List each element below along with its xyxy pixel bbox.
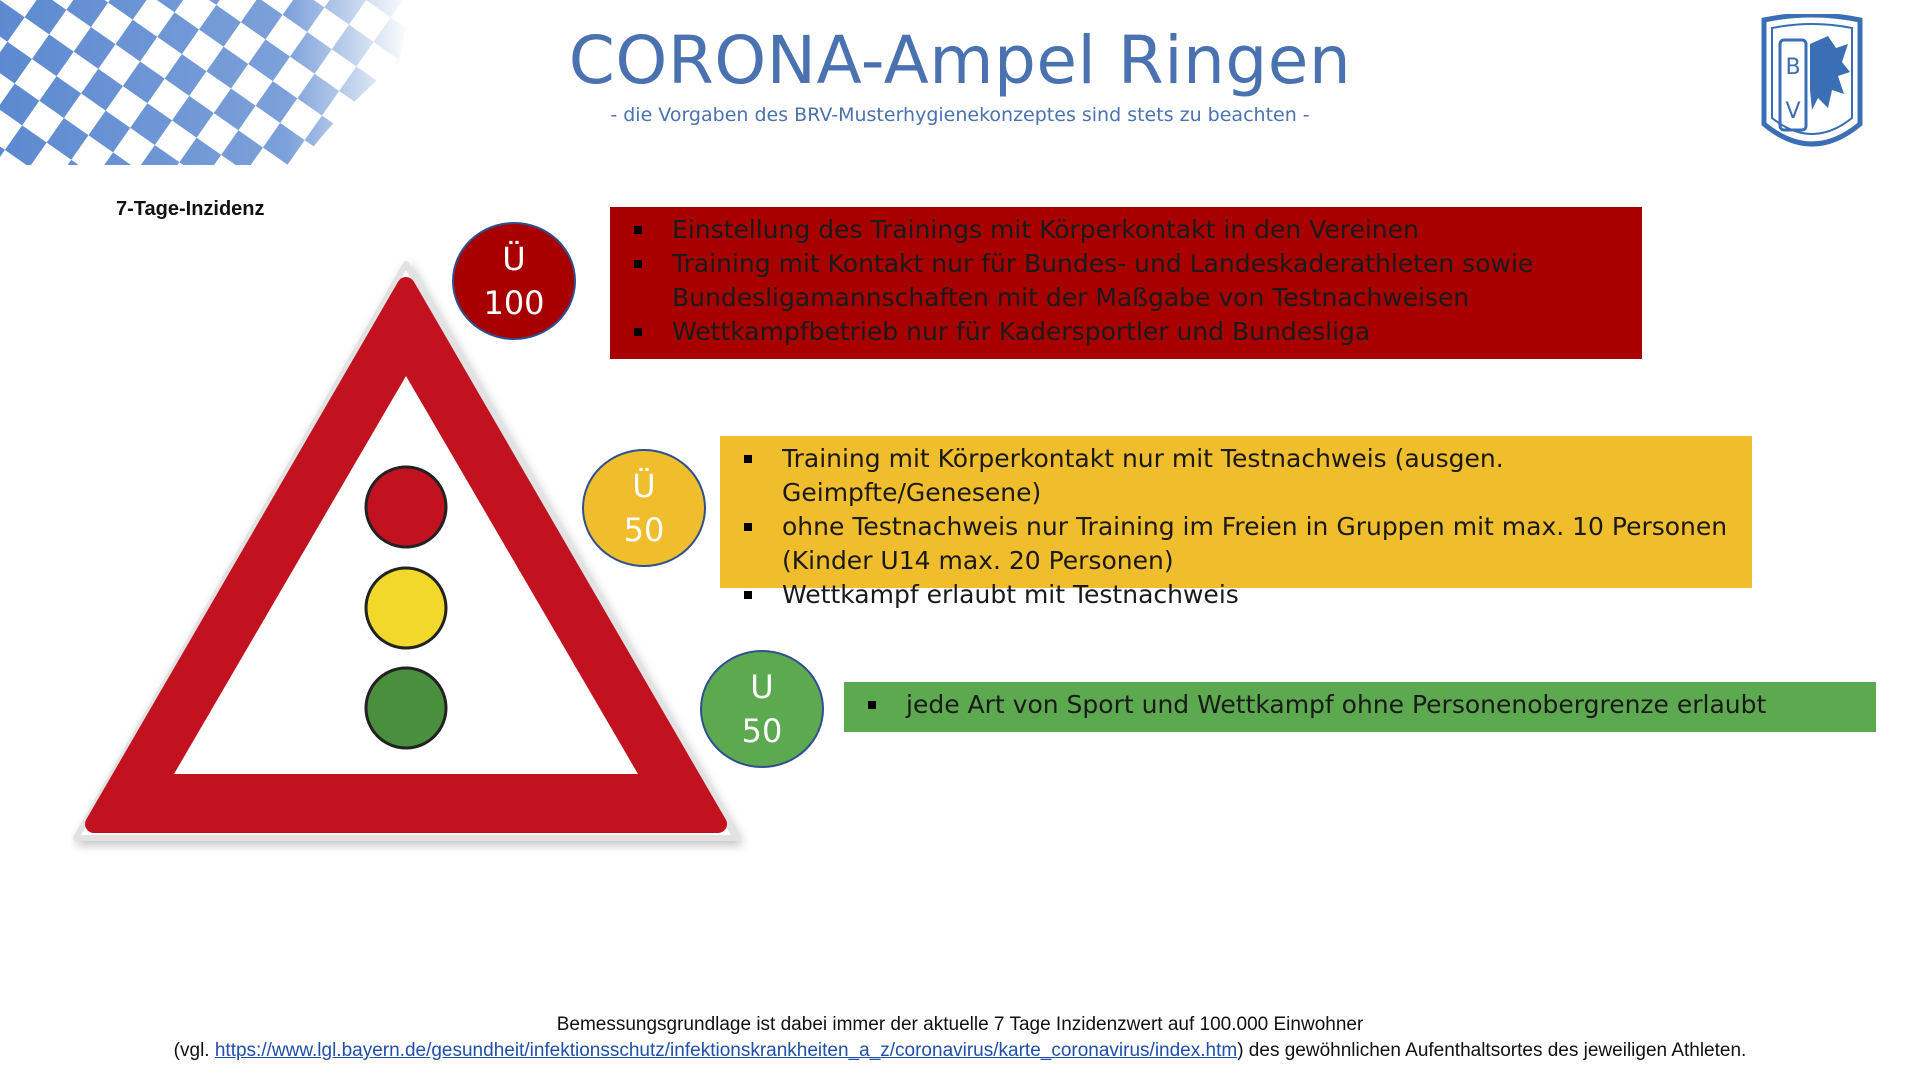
lgl-link[interactable]: https://www.lgl.bayern.de/gesundheit/infektionsschutz/infektionskrankheiten_a_z/coronavirus/karte_coronavirus/index.htm xyxy=(214,1040,1238,1061)
incidence-label: 7-Tage-Inzidenz xyxy=(116,198,265,220)
badge-prefix: U xyxy=(750,668,774,706)
list-item: Einstellung des Trainings mit Körperkontakt in den Vereinen xyxy=(626,213,1642,247)
badge-value: 50 xyxy=(623,511,665,549)
svg-text:V: V xyxy=(1785,99,1801,124)
rules-box-under-50 xyxy=(844,682,1876,732)
svg-text:B: B xyxy=(1785,55,1801,80)
list-item: Wettkampfbetrieb nur für Kadersportler und Bundesliga xyxy=(626,315,1642,349)
list-item: Training mit Kontakt nur für Bundes- und Landeskaderathleten sowie Bundesligamannschaften mit der Maßgabe von Testnachweisen xyxy=(626,247,1642,315)
badge-value: 100 xyxy=(483,284,545,322)
green-light xyxy=(366,668,446,748)
footer-suffix: ) des gewöhnlichen Aufenthaltsortes des jeweiligen Athleten. xyxy=(1237,1040,1747,1061)
footer-line-2 xyxy=(0,1038,1920,1064)
page-title: CORONA-Ampel Ringen xyxy=(568,22,1352,99)
list-item: Wettkampf erlaubt mit Testnachweis xyxy=(736,578,1752,612)
list-item: jede Art von Sport und Wettkampf ohne Personenobergrenze erlaubt xyxy=(860,688,1876,722)
rules-box-over-100 xyxy=(610,207,1642,359)
page-subtitle: - die Vorgaben des BRV-Musterhygienekonzeptes sind stets zu beachten - xyxy=(610,104,1310,126)
footer-prefix: (vgl. xyxy=(173,1040,215,1061)
yellow-light xyxy=(366,568,446,648)
footer-note xyxy=(0,1012,1920,1064)
badge-over-100 xyxy=(452,222,576,340)
badge-over-50 xyxy=(582,449,706,567)
rules-box-over-50 xyxy=(720,436,1752,609)
badge-value: 50 xyxy=(741,712,783,750)
list-item: Training mit Körperkontakt nur mit Testnachweis (ausgen. Geimpfte/Genesene) xyxy=(736,442,1752,510)
badge-under-50 xyxy=(700,650,824,768)
footer-line-1: Bemessungsgrundlage ist dabei immer der aktuelle 7 Tage Inzidenzwert auf 100.000 Einwohner xyxy=(556,1014,1364,1035)
red-light xyxy=(366,467,446,547)
badge-prefix: Ü xyxy=(632,467,656,505)
badge-prefix: Ü xyxy=(502,240,526,278)
list-item: ohne Testnachweis nur Training im Freien in Gruppen mit max. 10 Personen (Kinder U14 max. 20 Personen) xyxy=(736,510,1752,578)
